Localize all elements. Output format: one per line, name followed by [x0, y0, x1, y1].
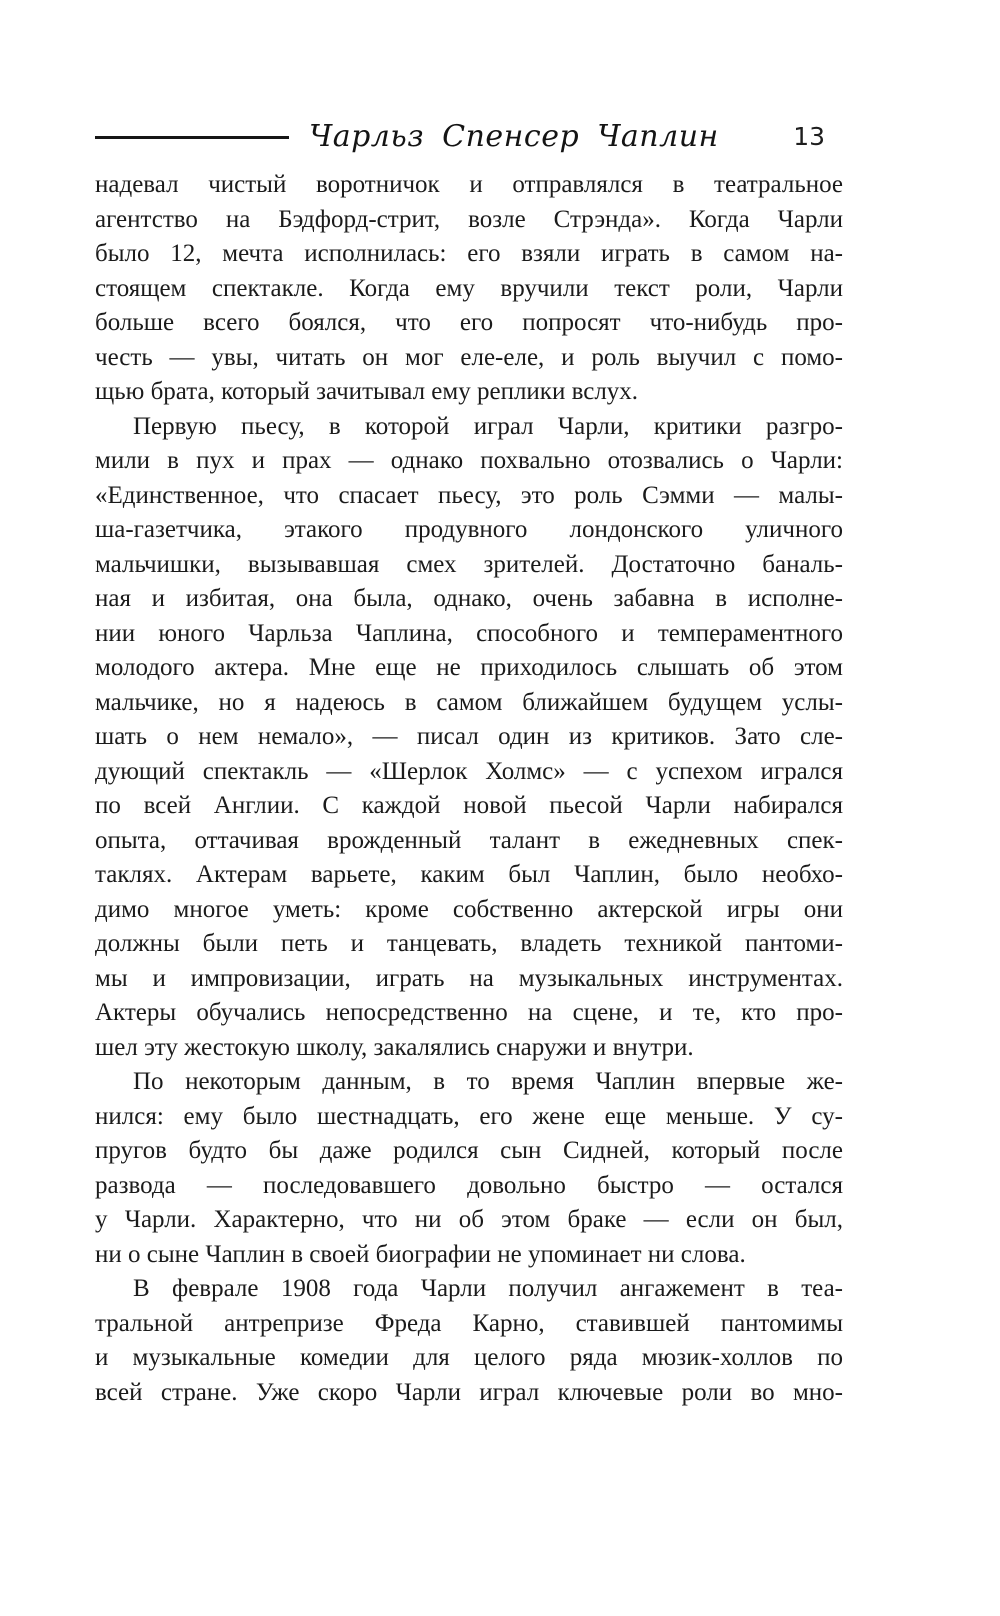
- text-line: тральной антрепризе Фреда Карно, ставившей пантомимы: [95, 1309, 843, 1337]
- text-line: всей стране. Уже скоро Чарли играл ключевые роли во мно-: [95, 1378, 843, 1406]
- text-line: По некоторым данным, в то время Чаплин впервые же-: [133, 1068, 843, 1095]
- body-text: [95, 168, 843, 1410]
- text-line: щью брата, который зачитывал ему реплики вслух.: [95, 378, 639, 405]
- text-line: надевал чистый воротничок и отправлялся в театральное: [95, 171, 843, 198]
- paragraph: [95, 1272, 843, 1410]
- text-line: шать о нем немало», — писал один из критиков. Зато сле-: [95, 723, 843, 750]
- text-line: по всей Англии. С каждой новой пьесой Чарли набирался: [95, 792, 843, 819]
- text-line: шел эту жестокую школу, закалялись снаружи и внутри.: [95, 1033, 694, 1061]
- paragraph: [95, 168, 843, 410]
- text-line: нии юного Чарльза Чаплина, способного и темпераментного: [95, 619, 843, 647]
- text-line: честь — увы, читать он мог еле-еле, и роль выучил с помо-: [95, 343, 843, 371]
- text-line: ная и избитая, она была, однако, очень забавна в исполне-: [95, 585, 843, 612]
- text-line: молодого актера. Мне еще не приходилось слышать об этом: [95, 654, 843, 681]
- text-line: больше всего боялся, что его попросят что-нибудь про-: [95, 309, 843, 336]
- header-rule: [95, 136, 289, 139]
- page-number: 13: [793, 121, 825, 151]
- text-line: и музыкальные комедии для целого ряда мюзик-холлов по: [95, 1344, 843, 1371]
- running-title: Чарльз Спенсер Чаплин: [309, 118, 719, 154]
- text-line: мили в пух и прах — однако похвально отозвались о Чарли:: [95, 447, 843, 474]
- text-line: ни о сыне Чаплин в своей биографии не упоминает ни слова.: [95, 1240, 746, 1268]
- text-line: таклях. Актерам варьете, каким был Чаплин, было необхо-: [95, 861, 843, 888]
- text-line: Актеры обучались непосредственно на сцене, и те, кто про-: [95, 999, 843, 1026]
- text-line: димо многое уметь: кроме собственно актерской игры они: [95, 895, 843, 923]
- text-line: агентство на Бэдфорд-стрит, возле Стрэнда». Когда Чарли: [95, 205, 843, 233]
- text-line: стоящем спектакле. Когда ему вручили текст роли, Чарли: [95, 274, 843, 302]
- text-line: развода — последовавшего довольно быстро — остался: [95, 1171, 843, 1199]
- text-line: ша-газетчика, этакого продувного лондонского уличного: [95, 516, 843, 543]
- text-line: мальчике, но я надеюсь в самом ближайшем будущем услы-: [95, 688, 843, 716]
- text-line: должны были петь и танцевать, владеть техникой пантоми-: [95, 930, 843, 957]
- text-line: пругов будто бы даже родился сын Сидней, который после: [95, 1137, 843, 1164]
- text-line: было 12, мечта исполнилась: его взяли играть в самом на-: [95, 240, 843, 267]
- text-line: В феврале 1908 года Чарли получил ангажемент в теа-: [133, 1275, 843, 1302]
- text-line: Первую пьесу, в которой играл Чарли, критики разгро-: [133, 412, 843, 440]
- text-line: у Чарли. Характерно, что ни об этом браке — если он был,: [95, 1206, 843, 1233]
- text-line: мальчишки, вызывавшая смех зрителей. Достаточно баналь-: [95, 550, 843, 578]
- paragraph: [95, 410, 843, 1066]
- text-line: мы и импровизации, играть на музыкальных инструментах.: [95, 964, 843, 992]
- page-header: [95, 120, 843, 152]
- text-line: дующий спектакль — «Шерлок Холмс» — с успехом игрался: [95, 757, 843, 785]
- text-line: опыта, оттачивая врожденный талант в ежедневных спек-: [95, 826, 843, 854]
- paragraph: [95, 1065, 843, 1272]
- text-line: нился: ему было шестнадцать, его жене еще меньше. У су-: [95, 1102, 843, 1130]
- page-content: [95, 120, 843, 1410]
- text-line: «Единственное, что спасает пьесу, это роль Сэмми — малы-: [95, 481, 843, 509]
